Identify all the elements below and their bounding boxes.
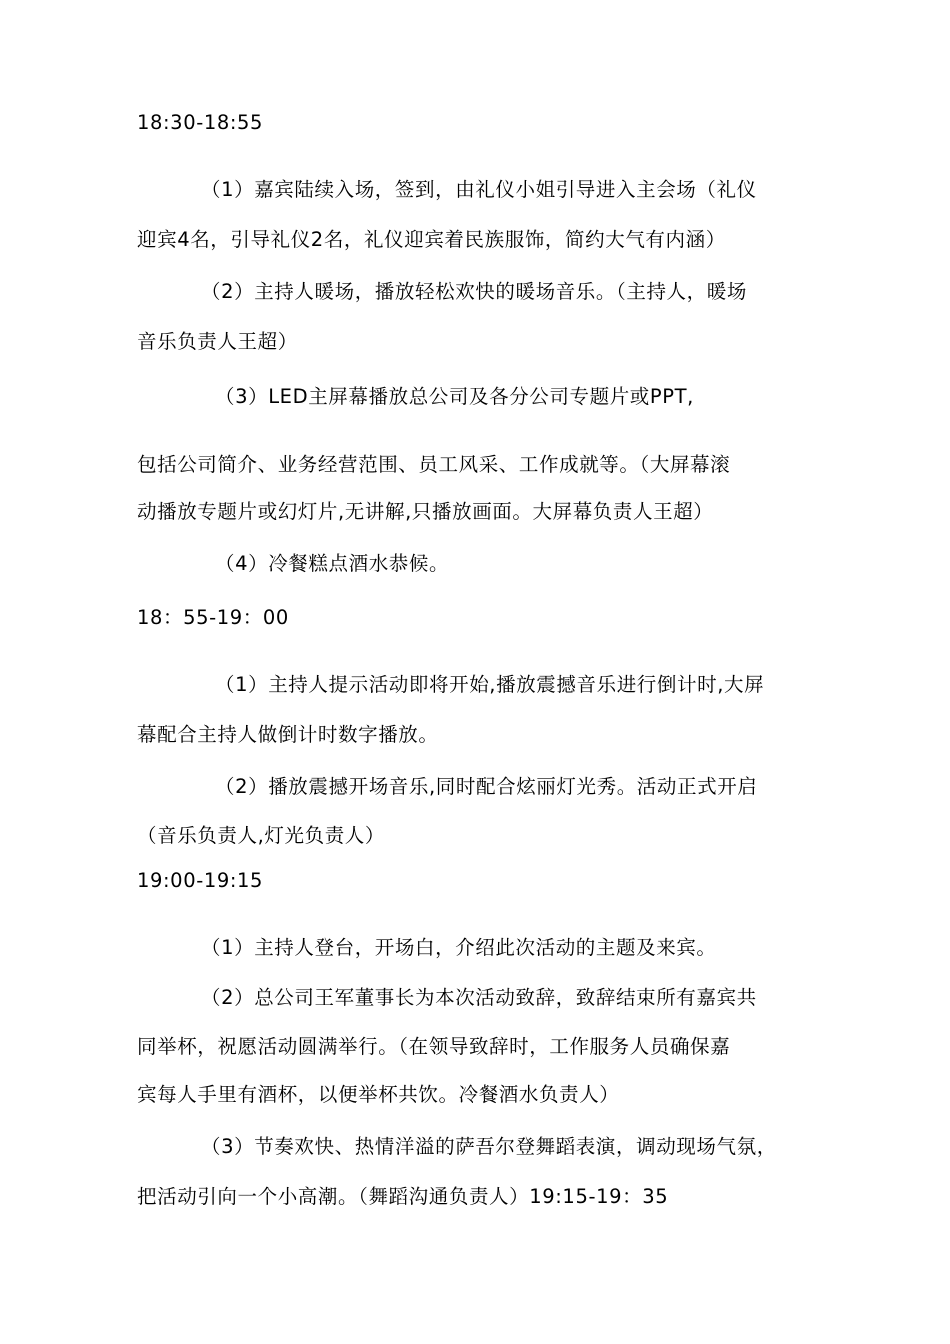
paragraph-line: （2）播放震撼开场音乐,同时配合炫丽灯光秀。活动正式开启: [215, 775, 758, 798]
paragraph-line: 同举杯，祝愿活动圆满举行。（在领导致辞时，工作服务人员确保嘉: [137, 1035, 731, 1058]
paragraph-line: 幕配合主持人做倒计时数字播放。: [137, 723, 439, 746]
paragraph-line: 动播放专题片或幻灯片,无讲解,只播放画面。大屏幕负责人王超）: [137, 500, 714, 523]
paragraph-line: 包括公司简介、业务经营范围、员工风采、工作成就等。（大屏幕滚: [137, 453, 731, 476]
paragraph-line: （2）总公司王军董事长为本次活动致辞，致辞结束所有嘉宾共: [201, 986, 757, 1009]
time-heading-1830: 18:30-18:55: [137, 111, 264, 134]
paragraph-line: （1）嘉宾陆续入场，签到，由礼仪小姐引导进入主会场（礼仪: [201, 178, 757, 201]
paragraph-line: （1）主持人提示活动即将开始,播放震撼音乐进行倒计时,大屏: [215, 673, 765, 696]
paragraph-line: （3）LED主屏幕播放总公司及各分公司专题片或PPT,: [215, 385, 694, 408]
paragraph-line: 把活动引向一个小高潮。（舞蹈沟通负责人）19:15-19：35: [137, 1185, 669, 1208]
time-heading-1855: 18：55-19：00: [137, 606, 289, 629]
paragraph-line: 迎宾4名，引导礼仪2名，礼仪迎宾着民族服饰，简约大气有内涵）: [137, 228, 726, 251]
paragraph-line: 宾每人手里有酒杯，以便举杯共饮。冷餐酒水负责人）: [137, 1083, 620, 1106]
paragraph-line: （2）主持人暖场，播放轻松欢快的暖场音乐。（主持人，暖场: [201, 280, 747, 303]
paragraph-line: （1）主持人登台，开场白，介绍此次活动的主题及来宾。: [201, 936, 717, 959]
time-heading-1900: 19:00-19:15: [137, 869, 264, 892]
paragraph-line: 音乐负责人王超）: [137, 330, 298, 353]
paragraph-line: （3）节奏欢快、热情洋溢的萨吾尔登舞蹈表演，调动现场气氛，: [201, 1135, 777, 1158]
paragraph-line: （音乐负责人,灯光负责人）: [137, 824, 385, 847]
paragraph-line: （4）冷餐糕点酒水恭候。: [215, 552, 450, 575]
